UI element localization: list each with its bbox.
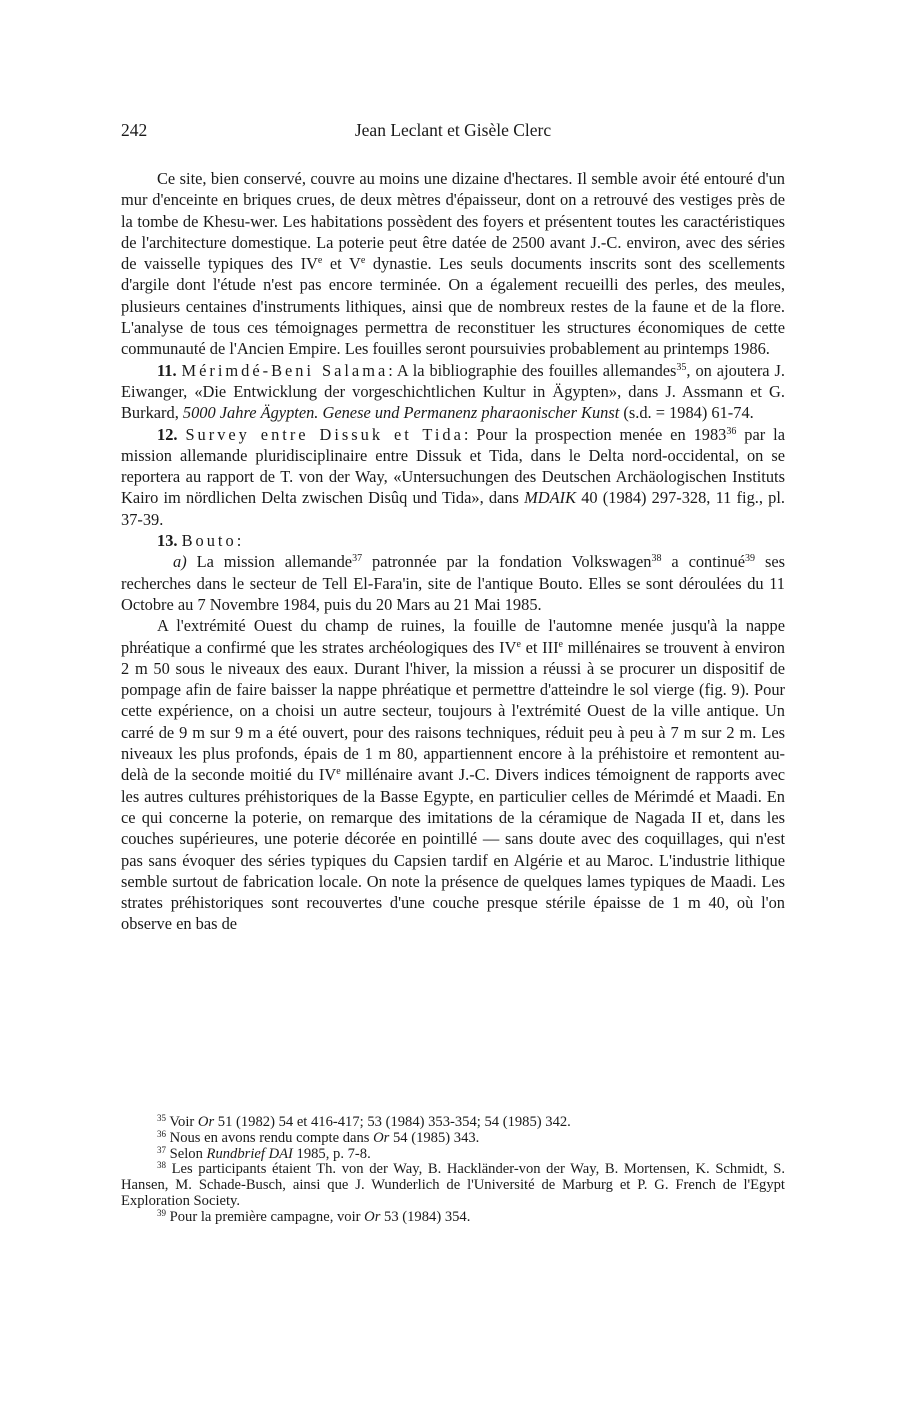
superscript: e <box>317 255 323 267</box>
section-11 <box>121 360 785 424</box>
text-run: : <box>236 531 242 551</box>
text-run: ses recherches dans le secteur de Tell El-Fara'in, site de l'antique Bouto. Elles se sont déroulées du 11 Octobre au 7 Novembre 1984, puis du 20 Mars au 21 Mai 1985. <box>121 552 785 614</box>
footnote-number: 36 <box>157 1128 166 1139</box>
footnote <box>121 1207 785 1226</box>
footnote <box>121 1115 785 1131</box>
text-run: : A la bibliographie des fouilles allemandes <box>388 360 677 380</box>
running-head: Jean Leclant et Gisèle Clerc <box>354 120 552 140</box>
section-number: 13. <box>157 531 178 551</box>
paragraph-excavation <box>121 615 785 934</box>
text-run: Pour la première campagne, voir <box>166 1208 365 1225</box>
text-run: et V <box>322 254 361 274</box>
superscript: e <box>558 638 563 650</box>
footnote-number: 35 <box>157 1113 166 1123</box>
section-number: 11. <box>157 360 177 380</box>
section-number: 12. <box>157 424 178 444</box>
text-run: 40 (1984) 297-328, 11 fig., pl. 37-39. <box>121 488 785 529</box>
section-12 <box>121 424 785 530</box>
text-run: Les participants étaient Th. von der Way, B. Hackländer-von der Way, B. Mortensen, K. Schmidt, S. Hansen, M. Schade-Busch, ainsi que J. Wunderlich de l'Université de Marburg et P. G. French de l'Egypt Exploration Society. <box>121 1161 785 1209</box>
text-run: patronnée par la fondation Volkswagen <box>362 552 652 572</box>
section-13-heading <box>121 530 785 551</box>
text-run: dynastie. Les seuls documents inscrits sont des scellements d'argile dont l'étude n'est pas encore terminée. On a également recueilli des perles, des meules, plusieurs centaines d'instruments lithiques, ainsi que de nombreux restes de la faune et de la flore. L'analyse de tous ces témoignages permettra de reconstituer les structures économiques de cette communauté de l'Ancien Empire. Les fouilles seront poursuivies probablement au printemps 1986. <box>121 254 785 359</box>
footnote-ref: 37 <box>352 553 363 565</box>
text-run: millénaire avant J.-C. Divers indices témoignent de rapports avec les autres cultures préhistoriques de la Basse Egypte, en particulier celles de Mérimdé et Maadi. En ce qui concerne la poterie, on remarque des imitations de la céramique de Nagada II et, dans les couches supérieures, une poterie décorée en pointillé — sans doute avec des coquillages, qui n'est pas sans évoquer des séries typiques du Capsien tardif en Algérie et au Maroc. L'industrie lithique semble surtout de fabrication locale. On note la présence de quelques lames typiques de Maadi. Les strates préhistoriques sont recouvertes d'une couche presque stérile épaisse de 1 m 40, où l'on observe en bas de <box>121 765 785 934</box>
superscript: e <box>360 255 366 267</box>
superscript: e <box>516 638 521 650</box>
footnote <box>121 1128 785 1147</box>
footnote-ref: 38 <box>651 553 662 565</box>
text-run: , on ajoutera J. Eiwanger, «Die Entwicklung der vorgeschichtlichen Kultur in Ägypten», dans J. Assmann et G. Burkard, <box>121 360 785 423</box>
text-run: par la mission allemande pluridisciplinaire entre Dissuk et Tida, dans le Delta nord-occidental, on se reportera au rapport de T. von der Way, «Untersuchungen des Deutschen Archäologischen Instituts Kairo im nördlichen Delta zwischen Disûq und Tida», dans <box>121 424 785 508</box>
text-run: Nous en avons rendu compte dans <box>166 1129 374 1146</box>
footnotes <box>121 1115 785 1226</box>
footnote-ref: 35 <box>676 361 687 373</box>
superscript: e <box>336 766 341 778</box>
footnote <box>121 1162 785 1209</box>
footnote-ref: 39 <box>745 553 756 565</box>
italic-run: Or <box>364 1208 381 1225</box>
text-run: Ce site, bien conservé, couvre au moins une dizaine d'hectares. Il semble avoir été entouré d'un mur d'enceinte en briques crues, de deux mètres d'épaisseur, dont on a retrouvé des vestiges près de la tombe de Khesu-wer. Les habitations possèdent des foyers et présentent toutes les caractéristiques de l'architecture domestique. La poterie peut être datée de 2500 avant J.-C. environ, avec des séries de vaisselle typiques des IV <box>121 169 785 274</box>
footnote-number: 37 <box>157 1144 166 1155</box>
section-13a <box>121 551 785 615</box>
text-run: et III <box>520 637 559 657</box>
text-run: 1985, p. 7-8. <box>292 1145 371 1162</box>
text-run: A l'extrémité Ouest du champ de ruines, la fouille de l'automne menée jusqu'à la nappe phréatique a confirmé que les strates archéologiques des IV <box>121 616 785 657</box>
page-number: 242 <box>121 120 148 140</box>
footnote-number: 39 <box>157 1207 166 1218</box>
subsection-letter: a) <box>173 552 187 572</box>
paragraph-site-description <box>121 168 785 360</box>
text-run: La mission allemande <box>186 552 353 572</box>
text-run: Selon <box>166 1145 207 1162</box>
italic-run: Rundbrief DAI <box>206 1145 293 1162</box>
text-run: 53 (1984) 354. <box>380 1208 471 1225</box>
italic-run: Or <box>197 1114 215 1130</box>
footnote-number: 38 <box>157 1160 166 1171</box>
site-name: Mérimdé-Beni Salama <box>181 360 389 380</box>
text-run: 51 (1982) 54 et 416-417; 53 (1984) 353-354; 54 (1985) 342. <box>214 1114 571 1130</box>
text-run: (s.d. = 1984) 61-74. <box>619 403 754 423</box>
italic-run: Or <box>373 1129 390 1146</box>
book-title: 5000 Jahre Ägypten. Genese und Permanenz pharaonischer Kunst <box>182 403 620 423</box>
text-run: a continué <box>661 552 746 572</box>
text-run: Voir <box>166 1114 198 1130</box>
body-text <box>121 168 785 935</box>
site-name: Bouto <box>181 531 237 551</box>
journal-title: MDAIK <box>524 488 577 508</box>
footnote-ref: 36 <box>726 425 737 437</box>
text-run: millénaires se trouvent à environ 2 m 50 sous le niveaux des eaux. Durant l'hiver, la mission a réussi à se procurer un dispositif de pompage afin de faire baisser la nappe phréatique et permettre d'atteindre le sol vierge (fig. 9). Pour cette expérience, on a choisi un autre secteur, toujours à l'extrémité Ouest de la ville antique. Un carré de 9 m sur 9 m a été ouvert, pour des raisons techniques, réduit peu à peu à 7 m sur 2 m. Les niveaux les plus profonds, épais de 1 m 80, appartiennent encore à la préhistoire et remontent au-delà de la seconde moitié du IV <box>121 637 785 785</box>
text-run: : Pour la prospection menée en 1983 <box>463 424 727 444</box>
text-run: 54 (1985) 343. <box>389 1129 480 1146</box>
site-name: Survey entre Dissuk et Tida <box>185 424 464 444</box>
page-header <box>121 120 785 148</box>
